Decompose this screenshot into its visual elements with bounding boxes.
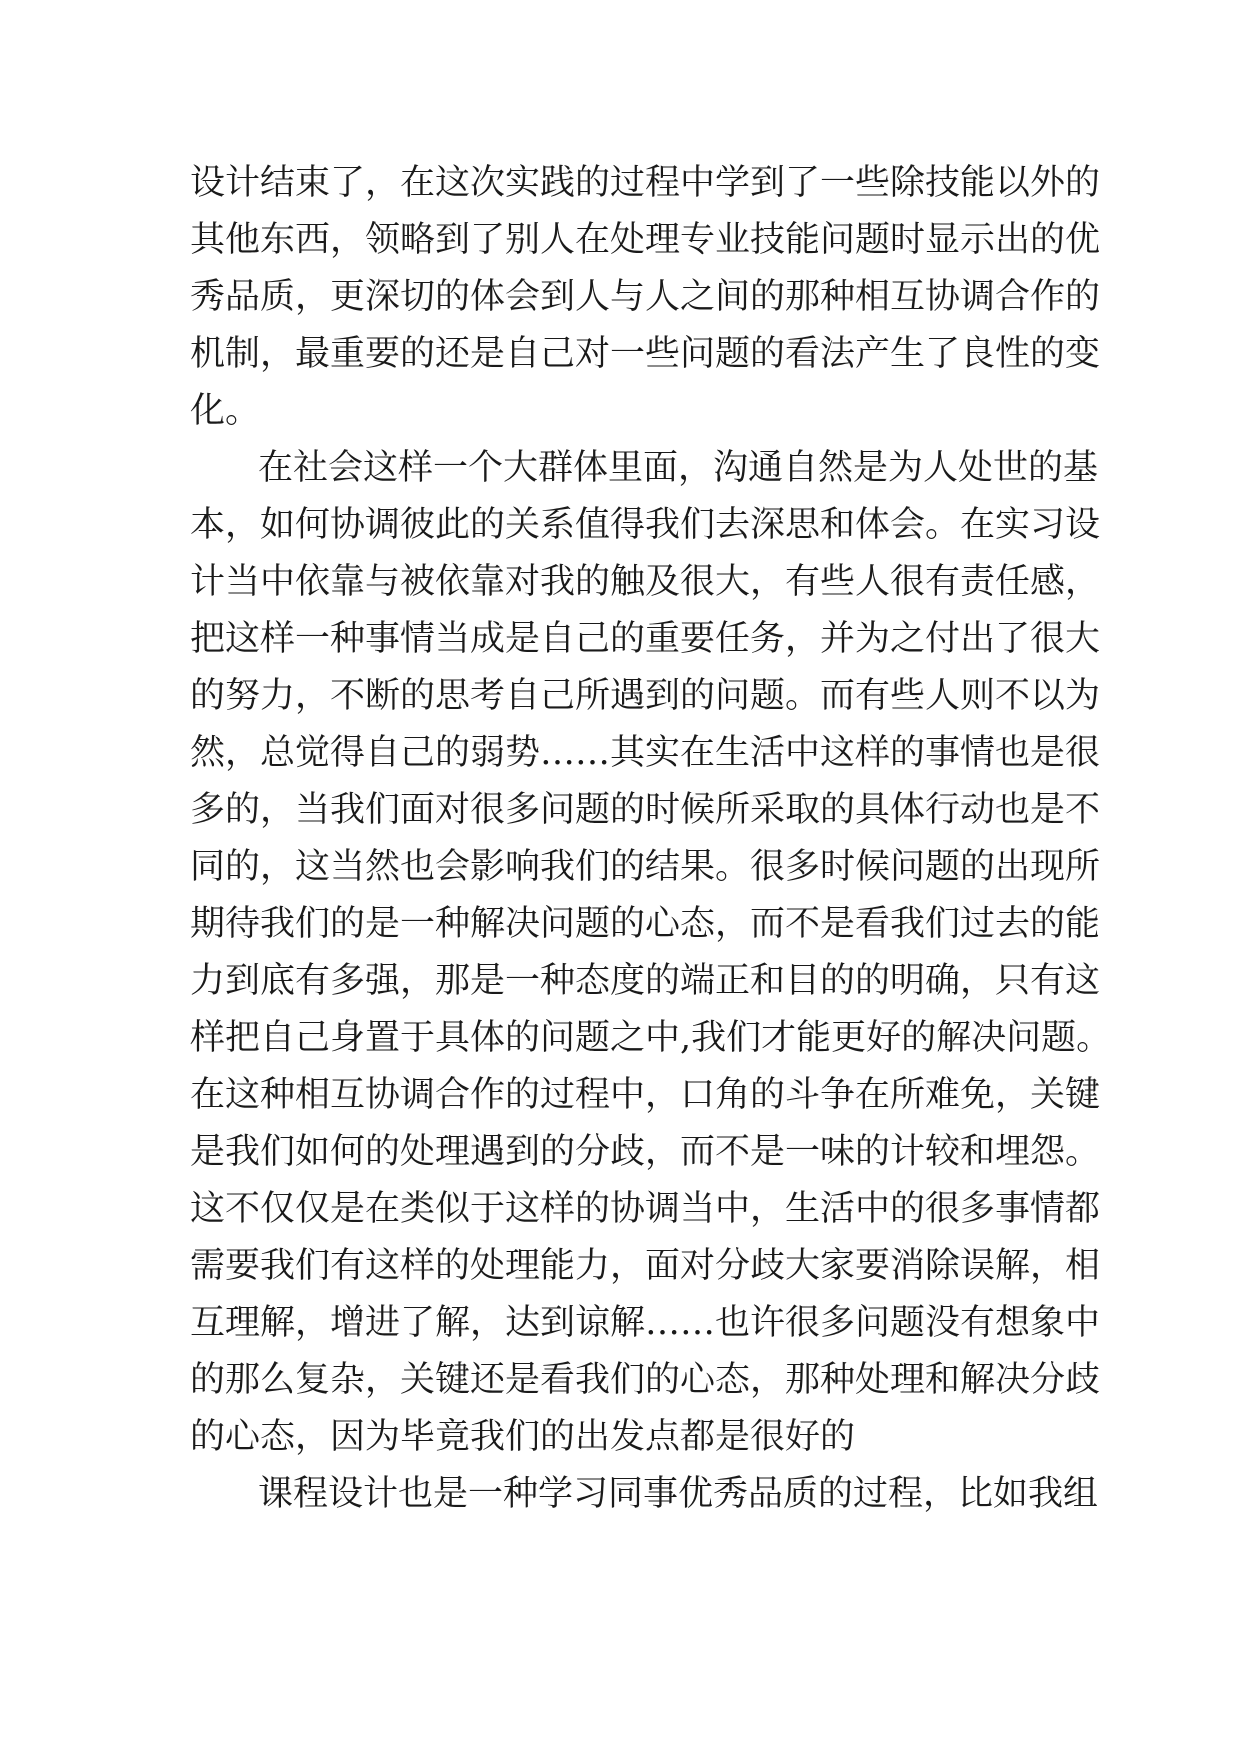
text-line: 机制，最重要的还是自己对一些问题的看法产生了良性的变 <box>190 334 1101 374</box>
text-line: 把这样一种事情当成是自己的重要任务，并为之付出了很大 <box>190 619 1101 659</box>
text-line: 化。 <box>190 391 261 431</box>
text-line: 样把自己身置于具体的问题之中,我们才能更好的解决问题。 <box>190 1018 1112 1058</box>
text-line: 力到底有多强，那是一种态度的端正和目的的明确，只有这 <box>190 961 1101 1001</box>
text-line: 的心态，因为毕竟我们的出发点都是很好的 <box>190 1417 856 1457</box>
text-line: 需要我们有这样的处理能力，面对分歧大家要消除误解，相 <box>190 1246 1101 1286</box>
text-line: 是我们如何的处理遇到的分歧，而不是一味的计较和埋怨。 <box>190 1132 1101 1172</box>
text-line: 的努力，不断的思考自己所遇到的问题。而有些人则不以为 <box>190 676 1101 716</box>
text-line: 这不仅仅是在类似于这样的协调当中，生活中的很多事情都 <box>190 1189 1101 1229</box>
text-line: 互理解，增进了解，达到谅解……也许很多问题没有想象中 <box>190 1303 1101 1343</box>
text-line: 在这种相互协调合作的过程中，口角的斗争在所难免，关键 <box>190 1075 1101 1115</box>
text-line: 本，如何协调彼此的关系值得我们去深思和体会。在实习设 <box>190 505 1101 545</box>
text-line: 其他东西，领略到了别人在处理专业技能问题时显示出的优 <box>190 220 1101 260</box>
paragraph-first-line: 课程设计也是一种学习同事优秀品质的过程，比如我组 <box>258 1474 1099 1514</box>
text-line: 同的，这当然也会影响我们的结果。很多时候问题的出现所 <box>190 847 1101 887</box>
text-line: 多的，当我们面对很多问题的时候所采取的具体行动也是不 <box>190 790 1101 830</box>
text-line: 设计结束了，在这次实践的过程中学到了一些除技能以外的 <box>190 163 1101 203</box>
text-line: 然，总觉得自己的弱势……其实在生活中这样的事情也是很 <box>190 733 1101 773</box>
text-line: 期待我们的是一种解决问题的心态，而不是看我们过去的能 <box>190 904 1101 944</box>
text-line: 秀品质，更深切的体会到人与人之间的那种相互协调合作的 <box>190 277 1101 317</box>
paragraph-first-line: 在社会这样一个大群体里面，沟通自然是为人处世的基 <box>258 448 1099 488</box>
document-body <box>190 155 1112 1523</box>
text-line: 计当中依靠与被依靠对我的触及很大，有些人很有责任感， <box>190 562 1101 602</box>
text-line: 的那么复杂，关键还是看我们的心态，那种处理和解决分歧 <box>190 1360 1101 1400</box>
